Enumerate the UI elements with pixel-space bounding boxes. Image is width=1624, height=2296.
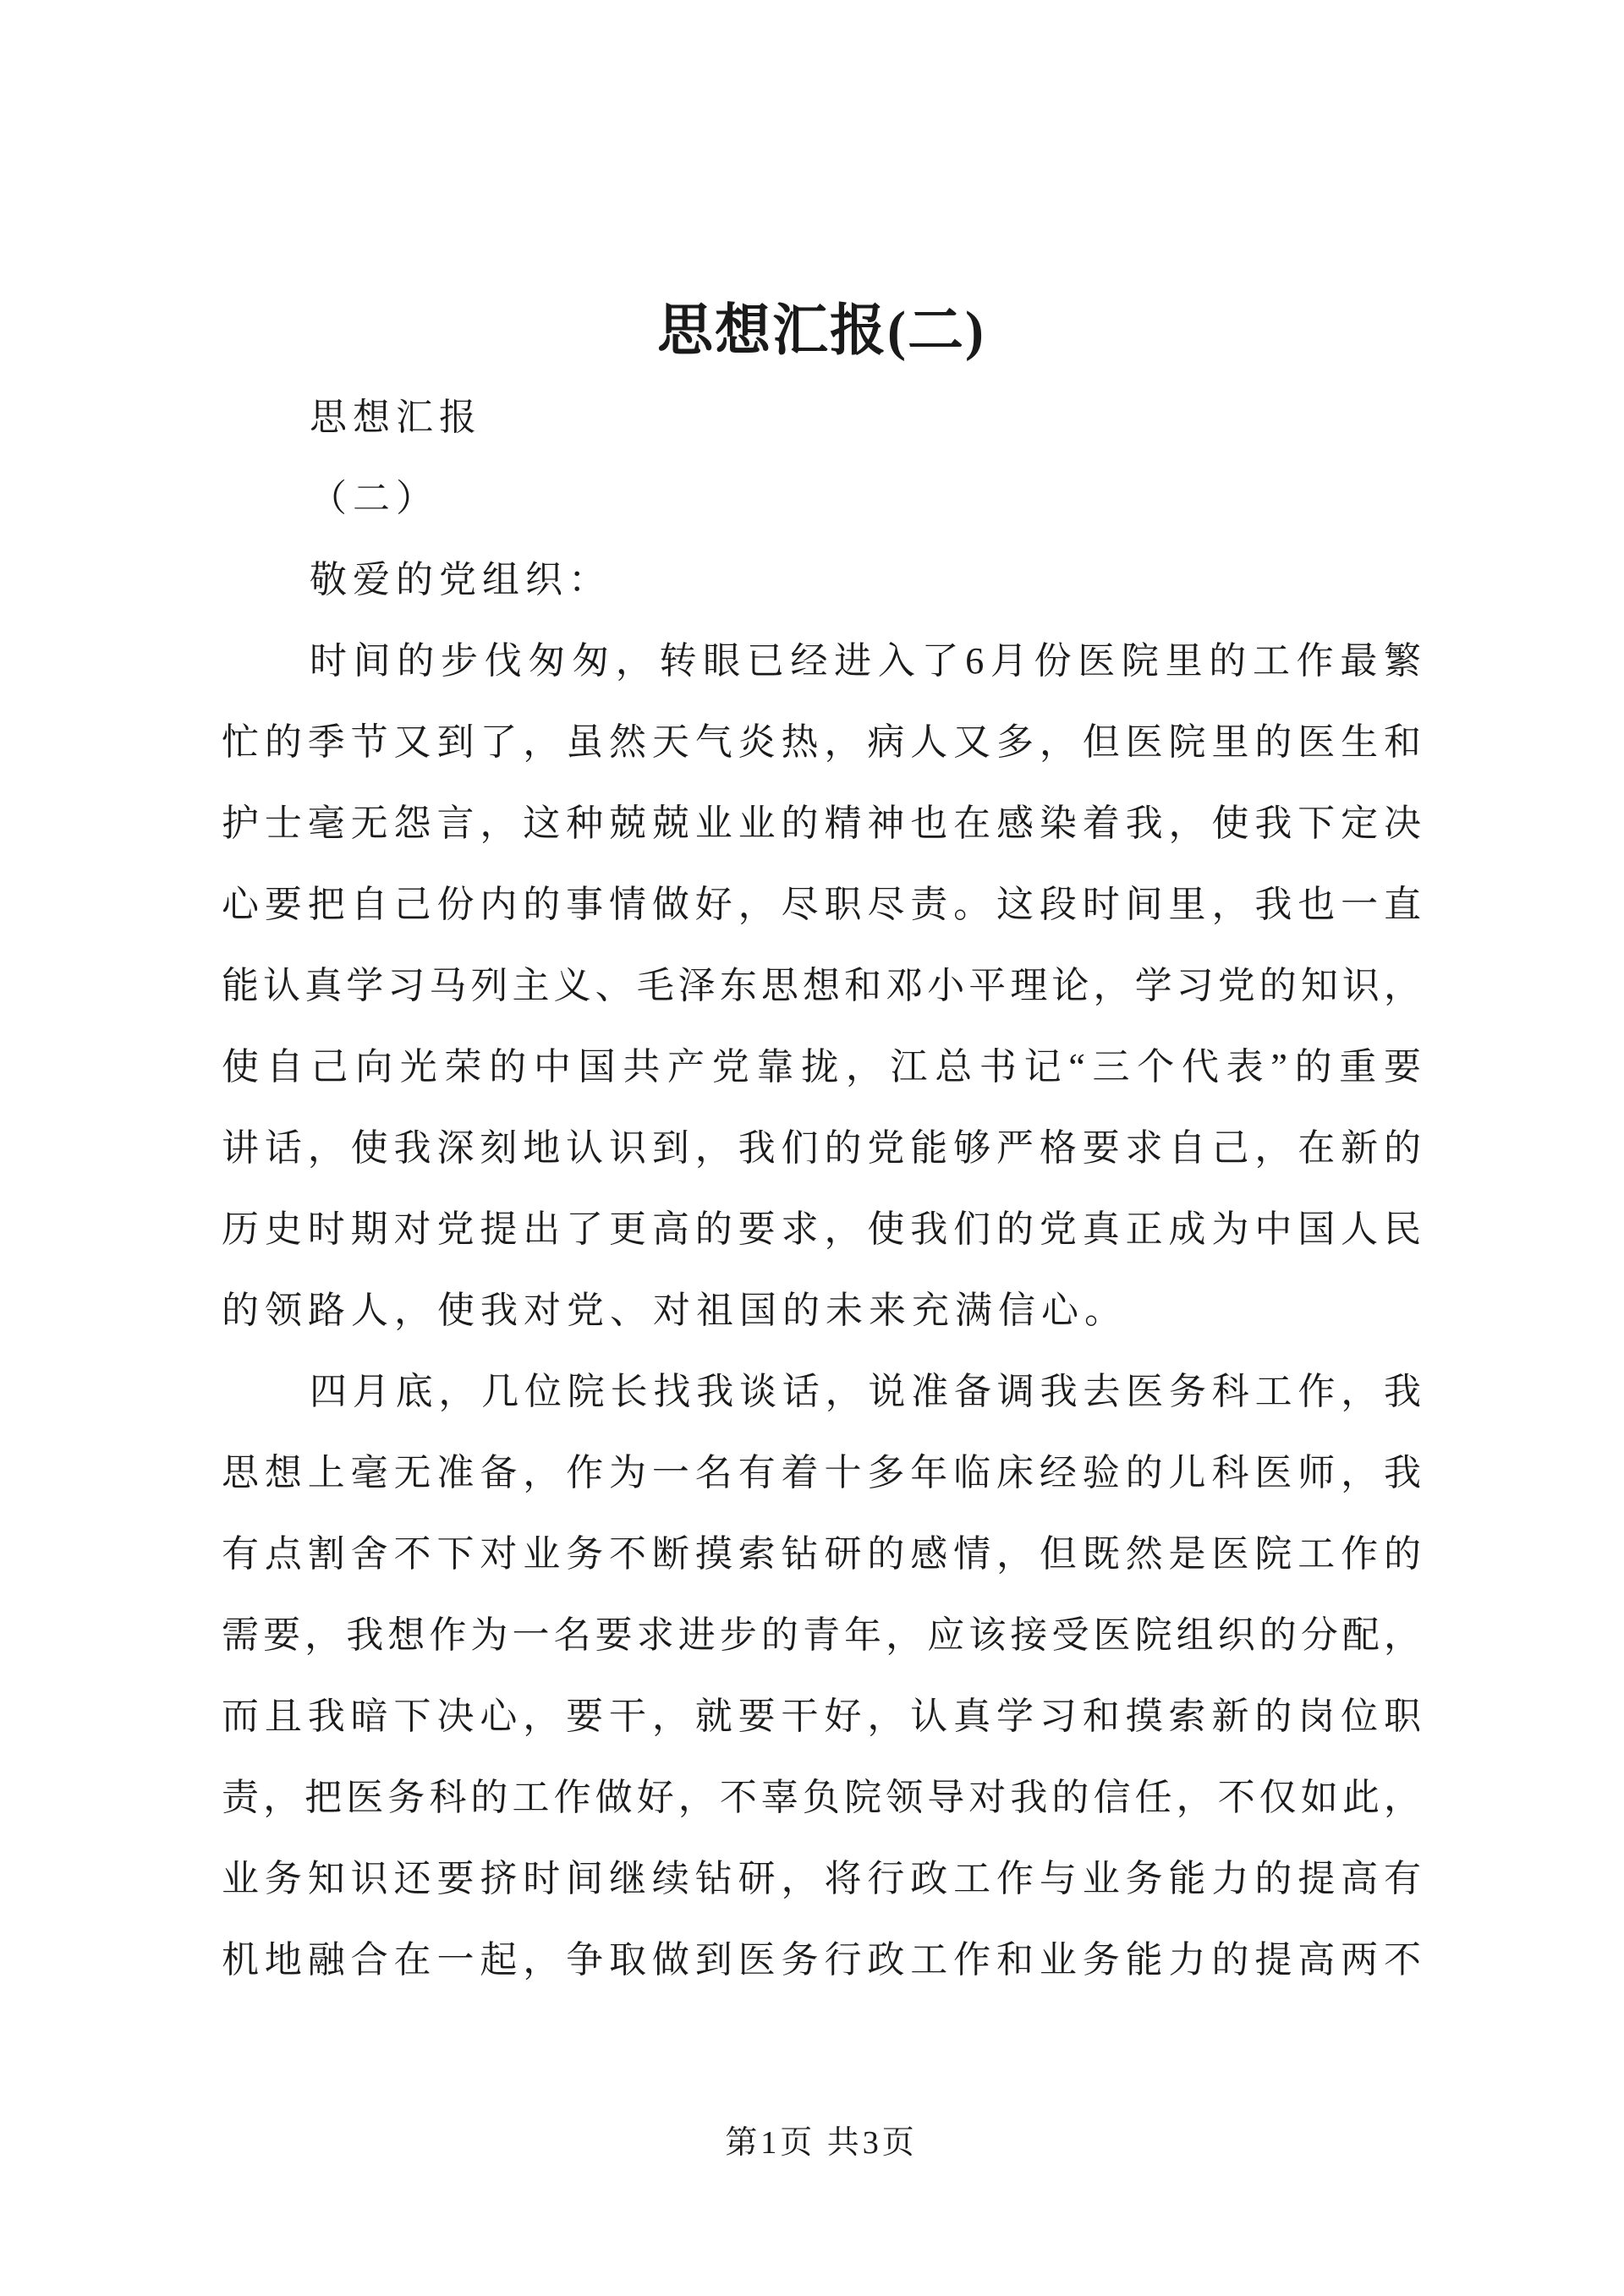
text-line: 敬爱的党组织： <box>310 559 612 600</box>
text-line: 心要把自己份内的事情做好，尽职尽责。这段时间里，我也一直 <box>222 884 1421 925</box>
text-line: 责，把医务科的工作做好，不辜负院领导对我的信任，不仅如此， <box>222 1777 1421 1818</box>
text-line: 而且我暗下决心，要干，就要干好，认真学习和摸索新的岗位职 <box>222 1696 1421 1737</box>
text-line: 护士毫无怨言，这种兢兢业业的精神也在感染着我，使我下定决 <box>222 803 1421 844</box>
document-body <box>222 377 1421 2001</box>
page-number-footer: 第1页 共3页 <box>725 2125 918 2161</box>
text-line: 时间的步伐匆匆，转眼已经进入了6月份医院里的工作最繁 <box>310 640 1421 682</box>
text-line: 有点割舍不下对业务不断摸索钻研的感情，但既然是医院工作的 <box>222 1533 1421 1575</box>
text-line: 使自己向光荣的中国共产党靠拢，江总书记“三个代表”的重要 <box>222 1046 1421 1088</box>
text-line: 能认真学习马列主义、毛泽东思想和邓小平理论，学习党的知识， <box>222 965 1421 1006</box>
text-line: 的领路人，使我对党、对祖国的未来充满信心。 <box>222 1290 1127 1331</box>
text-line: 机地融合在一起，争取做到医务行政工作和业务能力的提高两不 <box>222 1939 1421 1981</box>
text-line: 历史时期对党提出了更高的要求，使我们的党真正成为中国人民 <box>222 1208 1421 1250</box>
document-title: 思想汇报(二) <box>657 300 985 362</box>
text-line: 讲话，使我深刻地认识到，我们的党能够严格要求自己，在新的 <box>222 1127 1421 1169</box>
text-line: 忙的季节又到了，虽然天气炎热，病人又多，但医院里的医生和 <box>222 721 1421 763</box>
text-line: 思想汇报 <box>310 397 482 438</box>
text-line: 需要，我想作为一名要求进步的青年，应该接受医院组织的分配， <box>222 1614 1421 1656</box>
text-line: 思想上毫无准备，作为一名有着十多年临床经验的儿科医师，我 <box>222 1452 1421 1493</box>
text-line: （二） <box>310 478 439 519</box>
text-line: 业务知识还要挤时间继续钻研，将行政工作与业务能力的提高有 <box>222 1858 1421 1899</box>
text-line: 四月底，几位院长找我谈话，说准备调我去医务科工作，我 <box>310 1371 1421 1412</box>
